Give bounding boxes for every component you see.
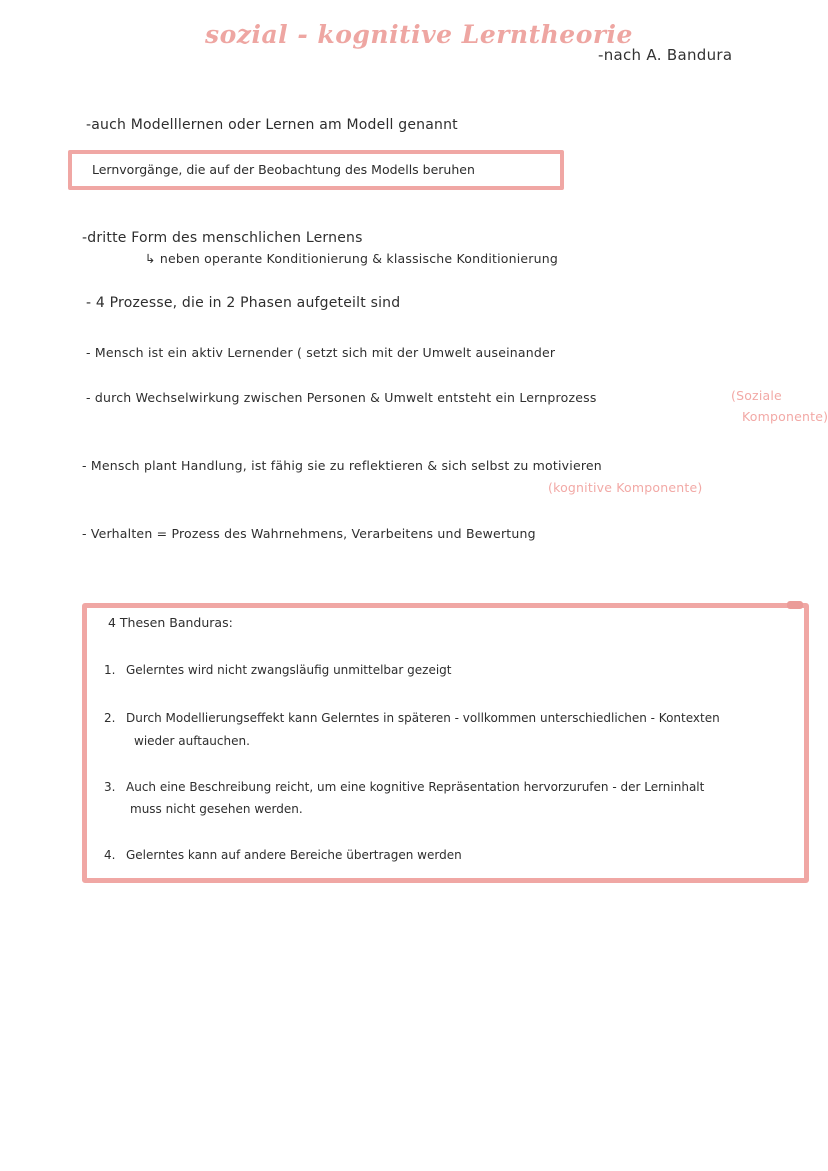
- thesis-item-2: [104, 711, 720, 725]
- page-title: sozial - kognitive Lerntheorie: [205, 20, 633, 49]
- thesis-text: Auch eine Beschreibung reicht, um eine kognitive Repräsentation hervorzurufen - der Lerninhalt: [126, 780, 705, 794]
- note-line-verhalten: - Verhalten = Prozess des Wahrnehmens, Verarbeitens und Bewertung: [82, 526, 536, 541]
- thesis-number: 1.: [104, 663, 116, 677]
- theses-heading: 4 Thesen Banduras:: [108, 615, 233, 630]
- thesis-number: 3.: [104, 780, 116, 794]
- soziale-komponente-label-a: (Soziale: [731, 388, 782, 403]
- thesis-number: 2.: [104, 711, 116, 725]
- definition-text: Lernvorgänge, die auf der Beobachtung des Modells beruhen: [92, 162, 475, 177]
- soziale-komponente-label-b: Komponente): [742, 409, 828, 424]
- thesis-item-3-continuation: muss nicht gesehen werden.: [130, 802, 303, 816]
- thesis-item-3: [104, 780, 704, 794]
- thesis-item-1: [104, 663, 452, 677]
- thesis-text: Gelerntes wird nicht zwangsläufig unmittelbar gezeigt: [126, 663, 452, 677]
- thesis-item-2-continuation: wieder auftauchen.: [134, 734, 250, 748]
- thesis-text: Gelerntes kann auf andere Bereiche übertragen werden: [126, 848, 462, 862]
- thesis-number: 4.: [104, 848, 116, 862]
- note-line-prozesse: - 4 Prozesse, die in 2 Phasen aufgeteilt sind: [86, 295, 401, 311]
- box-corner-mark: [787, 601, 803, 609]
- kognitive-komponente-label: (kognitive Komponente): [548, 480, 703, 495]
- note-line-mensch-plant: - Mensch plant Handlung, ist fähig sie zu reflektieren & sich selbst zu motivieren: [82, 458, 602, 473]
- note-line-dritte-form: -dritte Form des menschlichen Lernens: [82, 230, 363, 246]
- note-subline-neben: ↳ neben operante Konditionierung & klassische Konditionierung: [145, 251, 559, 266]
- note-line-mensch-aktiv: - Mensch ist ein aktiv Lernender ( setzt sich mit der Umwelt auseinander: [86, 345, 556, 360]
- note-line-modelllernen: -auch Modelllernen oder Lernen am Modell genannt: [86, 117, 458, 133]
- note-line-wechselwirkung: - durch Wechselwirkung zwischen Personen & Umwelt entsteht ein Lernprozess: [86, 390, 597, 405]
- thesis-item-4: [104, 848, 462, 862]
- title-author: -nach A. Bandura: [598, 46, 733, 64]
- thesis-text: Durch Modellierungseffekt kann Gelerntes in späteren - vollkommen unterschiedlichen - Kontexten: [126, 711, 720, 725]
